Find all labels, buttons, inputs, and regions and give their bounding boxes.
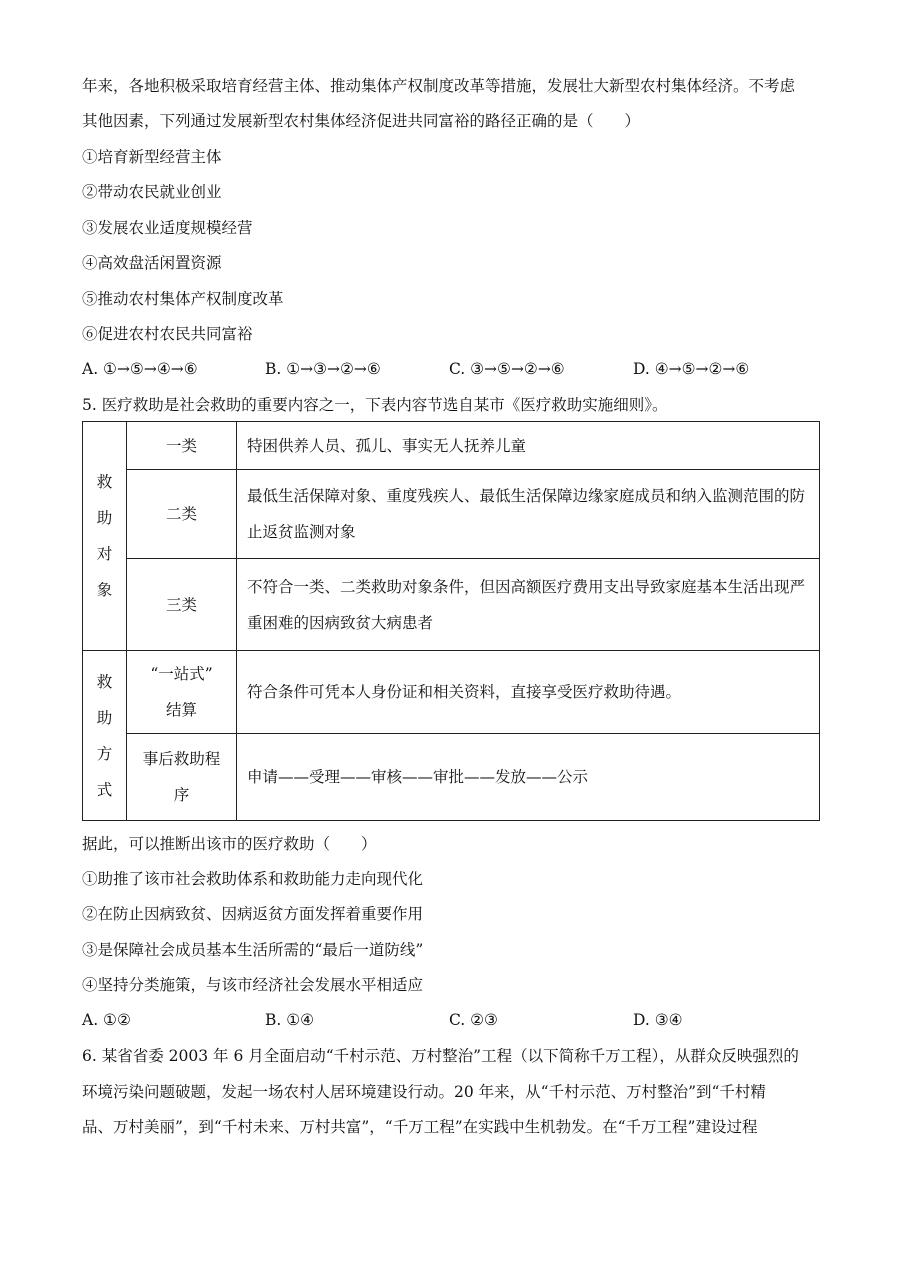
content-cell: 最低生活保障对象、重度残疾人、最低生活保障边缘家庭成员和纳入监测范围的防止返贫监测对象: [237, 470, 820, 559]
q4-stem-line-1: 年来，各地积极采取培育经营主体、推动集体产权制度改革等措施，发展壮大新型农村集体经济。不考虑: [82, 77, 796, 95]
q5-follow-up: 据此，可以推断出该市的医疗救助（ ）: [82, 835, 377, 853]
q5-item-4: ④坚持分类施策，与该市经济社会发展水平相适应: [82, 976, 424, 994]
category-cell: 三类: [127, 559, 237, 651]
q4-item-6: ⑥促进农村农民共同富裕: [82, 325, 253, 343]
q5-option-c[interactable]: C. ②③: [449, 1011, 498, 1029]
q4-option-d[interactable]: D. ④→⑤→②→⑥: [633, 360, 750, 378]
q4-item-5: ⑤推动农村集体产权制度改革: [82, 290, 284, 308]
table-row: [83, 651, 820, 734]
group-label-aid-recipients: 救 助 对 象: [83, 422, 127, 651]
table-row: [83, 422, 820, 470]
table-row: [83, 559, 820, 651]
q4-stem-line-2: 其他因素，下列通过发展新型农村集体经济促进共同富裕的路径正确的是（ ）: [82, 112, 641, 130]
q4-options: [82, 358, 822, 380]
q4-option-a[interactable]: A. ①→⑤→④→⑥: [82, 360, 198, 378]
q5-option-d[interactable]: D. ③④: [633, 1011, 683, 1029]
q5-option-b[interactable]: B. ①④: [265, 1011, 315, 1029]
content-cell: 不符合一类、二类救助对象条件，但因高额医疗费用支出导致家庭基本生活出现严重困难的因病致贫大病患者: [237, 559, 820, 651]
q6-stem-line-3: 品、万村美丽”，到“千村未来、万村共富”，“千万工程”在实践中生机勃发。在“千万工程”建设过程: [82, 1118, 758, 1136]
q5-item-3: ③是保障社会成员基本生活所需的“最后一道防线”: [82, 941, 424, 959]
q4-item-2: ②带动农民就业创业: [82, 183, 222, 201]
medical-aid-table: [82, 421, 820, 821]
category-cell: 二类: [127, 470, 237, 559]
content-cell: 符合条件可凭本人身份证和相关资料，直接享受医疗救助待遇。: [237, 651, 820, 734]
category-cell: 一类: [127, 422, 237, 470]
q5-item-2: ②在防止因病致贫、因病返贫方面发挥着重要作用: [82, 905, 424, 923]
table-row: [83, 734, 820, 821]
table-row: [83, 470, 820, 559]
q5-options: [82, 1009, 822, 1031]
q5-stem: 5. 医疗救助是社会救助的重要内容之一，下表内容节选自某市《医疗救助实施细则》。: [82, 396, 668, 414]
q4-item-4: ④高效盘活闲置资源: [82, 254, 222, 272]
content-cell: 特困供养人员、孤儿、事实无人抚养儿童: [237, 422, 820, 470]
content-cell: 申请——受理——审核——审批——发放——公示: [237, 734, 820, 821]
category-cell: 事后救助程 序: [127, 734, 237, 821]
q6-stem-line-1: 6. 某省省委 2003 年 6 月全面启动“千村示范、万村整治”工程（以下简称千万工程），从群众反映强烈的: [82, 1047, 799, 1065]
category-cell: “一站式” 结算: [127, 651, 237, 734]
q5-option-a[interactable]: A. ①②: [82, 1011, 131, 1029]
q4-option-c[interactable]: C. ③→⑤→②→⑥: [449, 360, 565, 378]
q6-stem-line-2: 环境污染问题破题，发起一场农村人居环境建设行动。20 年来，从“千村示范、万村整治”到“千村精: [82, 1083, 766, 1101]
q4-option-b[interactable]: B. ①→③→②→⑥: [265, 360, 381, 378]
q5-item-1: ①助推了该市社会救助体系和救助能力走向现代化: [82, 870, 424, 888]
q4-item-1: ①培育新型经营主体: [82, 148, 222, 166]
group-label-aid-methods: 救 助 方 式: [83, 651, 127, 821]
q4-item-3: ③发展农业适度规模经营: [82, 219, 253, 237]
